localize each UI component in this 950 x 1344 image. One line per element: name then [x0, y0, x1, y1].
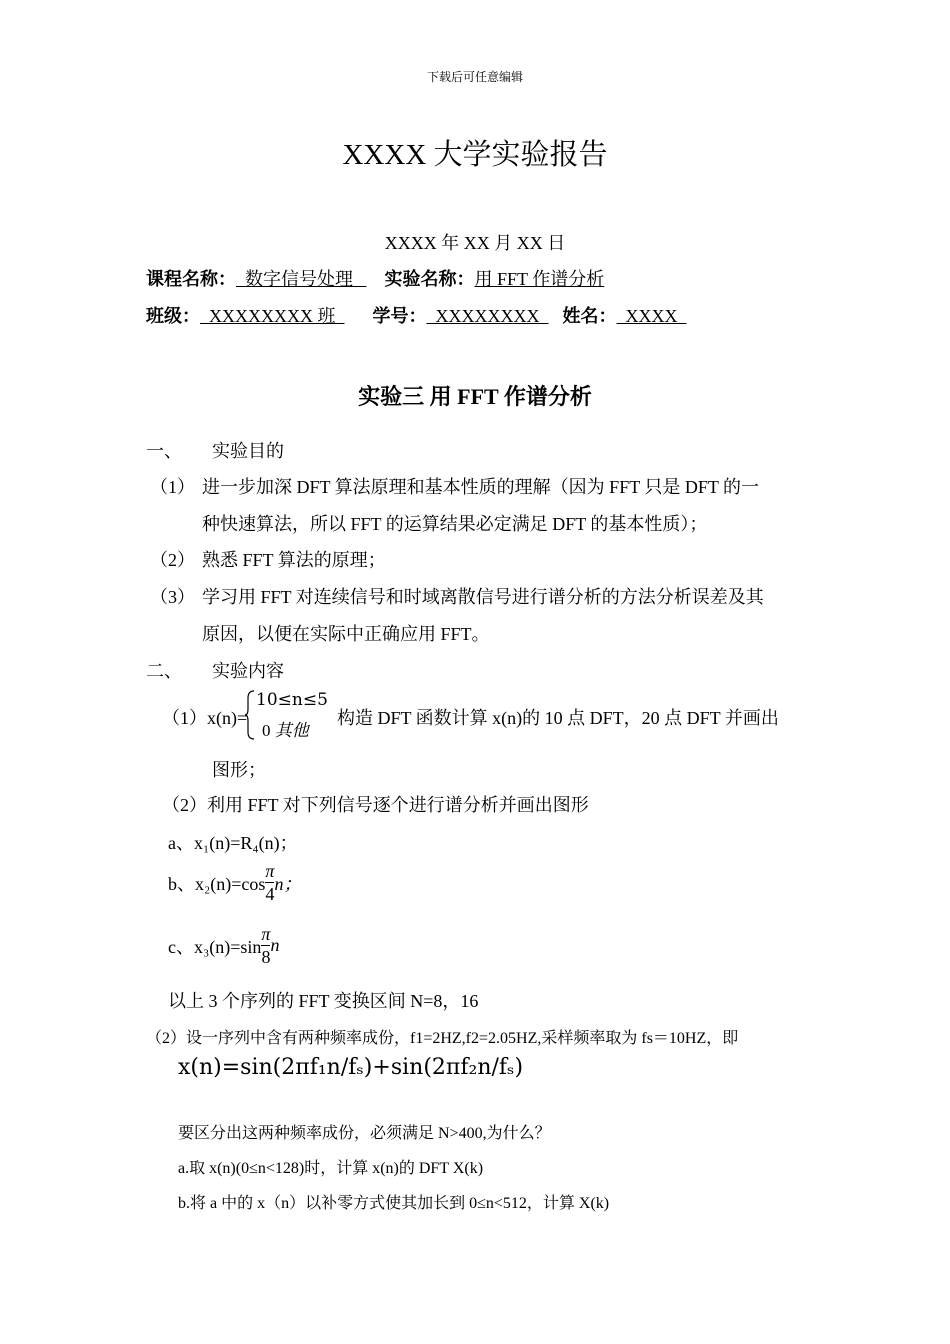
- course-info-row: [146, 265, 604, 291]
- fraction-denominator: 8: [261, 947, 271, 967]
- item1-cont: 图形；: [212, 760, 266, 780]
- left-brace-icon: [244, 690, 256, 740]
- part1-heading-num: 一、: [146, 441, 182, 461]
- range-note: 以上 3 个序列的 FFT 变换区间 N=8，16: [168, 991, 479, 1011]
- question-text: 要区分出这两种频率成份，必须满足 N>400,为什么？: [178, 1125, 551, 1142]
- experiment-label: 实验名称：: [384, 269, 475, 289]
- course-label: 课程名称：: [146, 269, 236, 289]
- fraction-numerator: π: [265, 861, 275, 881]
- signal-b-prefix: b、x₂(n)=cos: [168, 873, 266, 894]
- document-title: XXXX 大学实验报告: [342, 139, 608, 171]
- name-label: 姓名：: [562, 306, 617, 326]
- question-b: b.将 a 中的 x（n）以补零方式使其加长到 0≤n<512，计算 X(k): [178, 1195, 610, 1212]
- signal-a: a、x₁(n)=R₄(n)；: [168, 833, 298, 853]
- list-item-text: 进一步加深 DFT 算法原理和基本性质的理解（因为 FFT 只是 DFT 的一: [202, 477, 760, 497]
- name-value: XXXX: [616, 306, 687, 326]
- student-info-row: [146, 302, 687, 328]
- item1-text: 构造 DFT 函数计算 x(n)的 10 点 DFT，20 点 DFT 并画出: [337, 708, 779, 728]
- section-title: 实验三 用 FFT 作谱分析: [358, 384, 592, 409]
- id-label: 学号：: [372, 306, 427, 326]
- class-label: 班级：: [146, 306, 200, 326]
- list-item-text: 学习用 FFT 对连续信号和时域离散信号进行谱分析的方法分析误差及其: [202, 587, 764, 607]
- list-item-text: 种快速算法，所以 FFT 的运算结果必定满足 DFT 的基本性质）；: [202, 514, 708, 534]
- signal-b: [168, 862, 301, 903]
- list-number: （2）: [150, 550, 195, 570]
- fraction-denominator: 4: [265, 884, 275, 904]
- list-number: （1）: [150, 477, 195, 497]
- fraction-numerator: π: [261, 924, 271, 944]
- item1-prefix: （1）x(n)=: [162, 708, 248, 728]
- part1-heading: 实验目的: [212, 441, 284, 461]
- piece-top: 10≤n≤5: [256, 690, 328, 710]
- part2-heading: 实验内容: [212, 661, 284, 681]
- piece-bottom-label: 其他: [274, 721, 309, 740]
- class-value: XXXXXXXX 班: [200, 306, 345, 326]
- item2-text: （2）利用 FFT 对下列信号逐个进行谱分析并画出图形: [162, 795, 589, 815]
- question-a: a.取 x(n)(0≤n<128)时，计算 x(n)的 DFT X(k): [178, 1160, 484, 1177]
- signal-b-suffix: n；: [274, 873, 302, 894]
- header-note: 下载后可任意编辑: [426, 70, 523, 84]
- date-line: XXXX 年 XX 月 XX 日: [384, 233, 566, 253]
- experiment-value: 用 FFT 作谱分析: [474, 269, 605, 289]
- id-value: XXXXXXXX: [426, 306, 549, 326]
- piece-bottom-value: 0: [262, 721, 271, 740]
- course-value: 数字信号处理: [236, 269, 367, 289]
- list-item-text: 原因，以便在实际中正确应用 FFT。: [202, 624, 490, 644]
- item3-text: （2）设一序列中含有两种频率成份，f1=2HZ,f2=2.05HZ,采样频率取为 fs＝10HZ，即: [146, 1030, 739, 1047]
- signal-c-suffix: n: [270, 935, 280, 955]
- list-number: （3）: [150, 587, 195, 607]
- signal-c-prefix: c、x₃(n)=sin: [168, 936, 262, 957]
- fraction: [265, 862, 274, 903]
- fraction: [261, 925, 270, 966]
- list-item-text: 熟悉 FFT 算法的原理；: [202, 550, 386, 570]
- part2-heading-num: 二、: [146, 661, 182, 681]
- signal-c: [168, 925, 279, 966]
- formula: x(n)=sin(2πf₁n/fₛ)+sin(2πf₂n/fₛ): [178, 1055, 524, 1080]
- piece-bottom: [262, 716, 309, 741]
